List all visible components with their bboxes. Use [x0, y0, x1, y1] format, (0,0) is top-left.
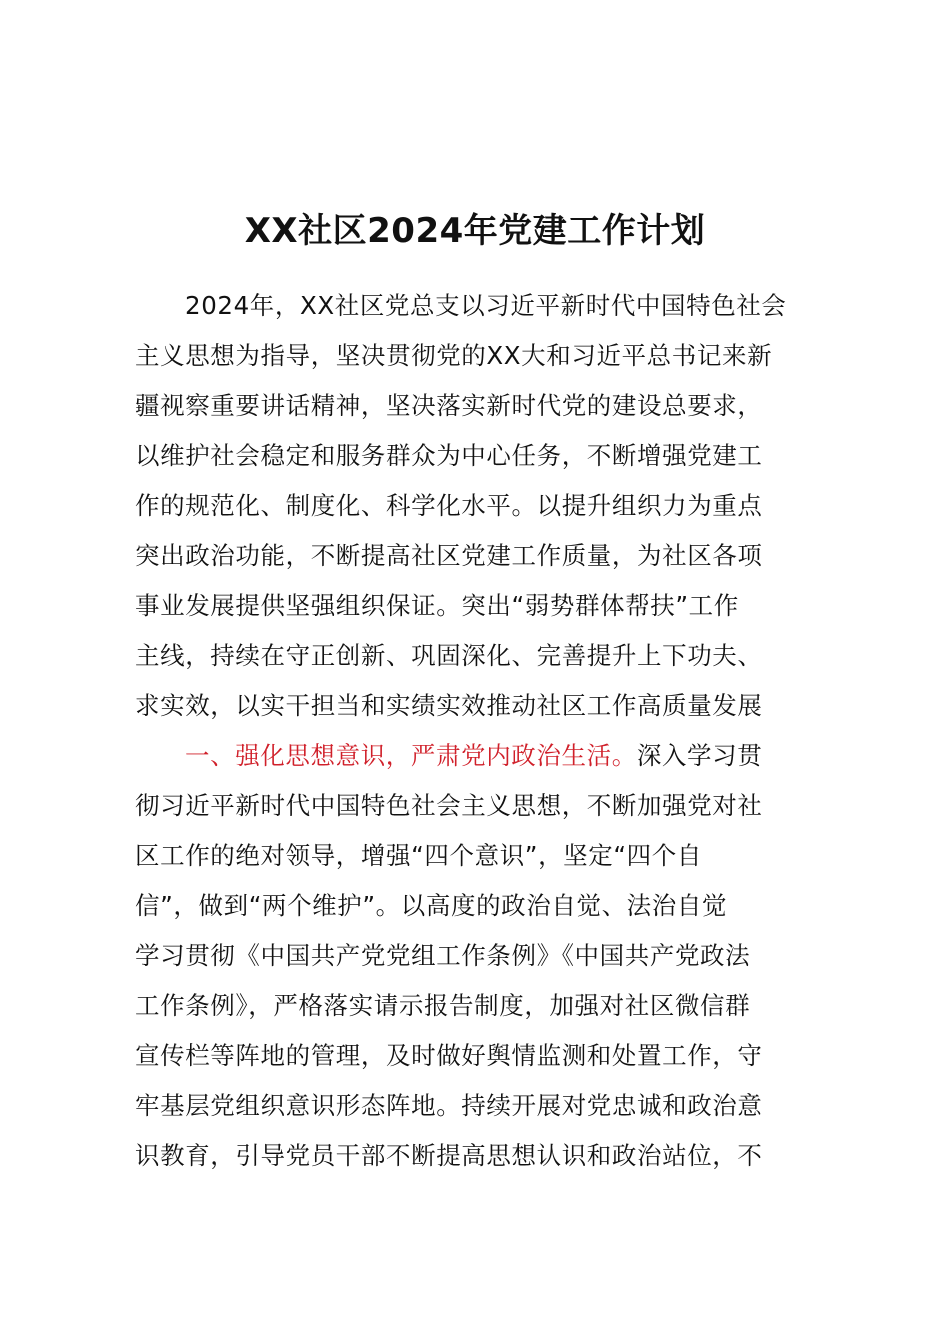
document-title: XX社区2024年党建工作计划	[244, 211, 706, 251]
paragraph-line: 主线，持续在守正创新、巩固深化、完善提升上下功夫、	[135, 641, 763, 670]
paragraph-line: 信”，做到“两个维护”。以高度的政治自觉、法治自觉	[135, 891, 728, 920]
paragraph-line: 彻习近平新时代中国特色社会主义思想，不断加强党对社	[135, 791, 763, 820]
paragraph-line: 2024年，XX社区党总支以习近平新时代中国特色社会	[185, 291, 787, 320]
paragraph-line: 牢基层党组织意识形态阵地。持续开展对党忠诚和政治意	[135, 1091, 763, 1120]
paragraph-line: 学习贯彻《中国共产党党组工作条例》《中国共产党政法	[135, 941, 751, 970]
paragraph-line: 主义思想为指导，坚决贯彻党的XX大和习近平总书记来新	[135, 341, 773, 370]
paragraph-line: 疆视察重要讲话精神，坚决落实新时代党的建设总要求，	[135, 391, 763, 420]
section-first-line	[135, 731, 855, 781]
paragraph-line: 区工作的绝对领导，增强“四个意识”，坚定“四个自	[135, 841, 702, 870]
paragraph-line: 识教育，引导党员干部不断提高思想认识和政治站位，不	[135, 1141, 763, 1170]
document-body	[135, 281, 855, 1181]
paragraph-intro	[135, 281, 855, 731]
paragraph-line: 事业发展提供坚强组织保证。突出“弱势群体帮扶”工作	[135, 591, 739, 620]
paragraph-line: 突出政治功能，不断提高社区党建工作质量，为社区各项	[135, 541, 763, 570]
paragraph-line: 求实效，以实干担当和实绩实效推动社区工作高质量发展	[135, 691, 763, 720]
paragraph-section-one	[135, 731, 855, 1181]
paragraph-line: 作的规范化、制度化、科学化水平。以提升组织力为重点	[135, 491, 763, 520]
paragraph-line: 以维护社会稳定和服务群众为中心任务，不断增强党建工	[135, 441, 763, 470]
paragraph-line: 工作条例》，严格落实请示报告制度，加强对社区微信群	[135, 991, 751, 1020]
paragraph-line: 宣传栏等阵地的管理，及时做好舆情监测和处置工作，守	[135, 1041, 763, 1070]
section-heading: 一、强化思想意识，严肃党内政治生活。	[185, 741, 637, 770]
section-heading-continuation: 深入学习贯	[636, 741, 763, 770]
